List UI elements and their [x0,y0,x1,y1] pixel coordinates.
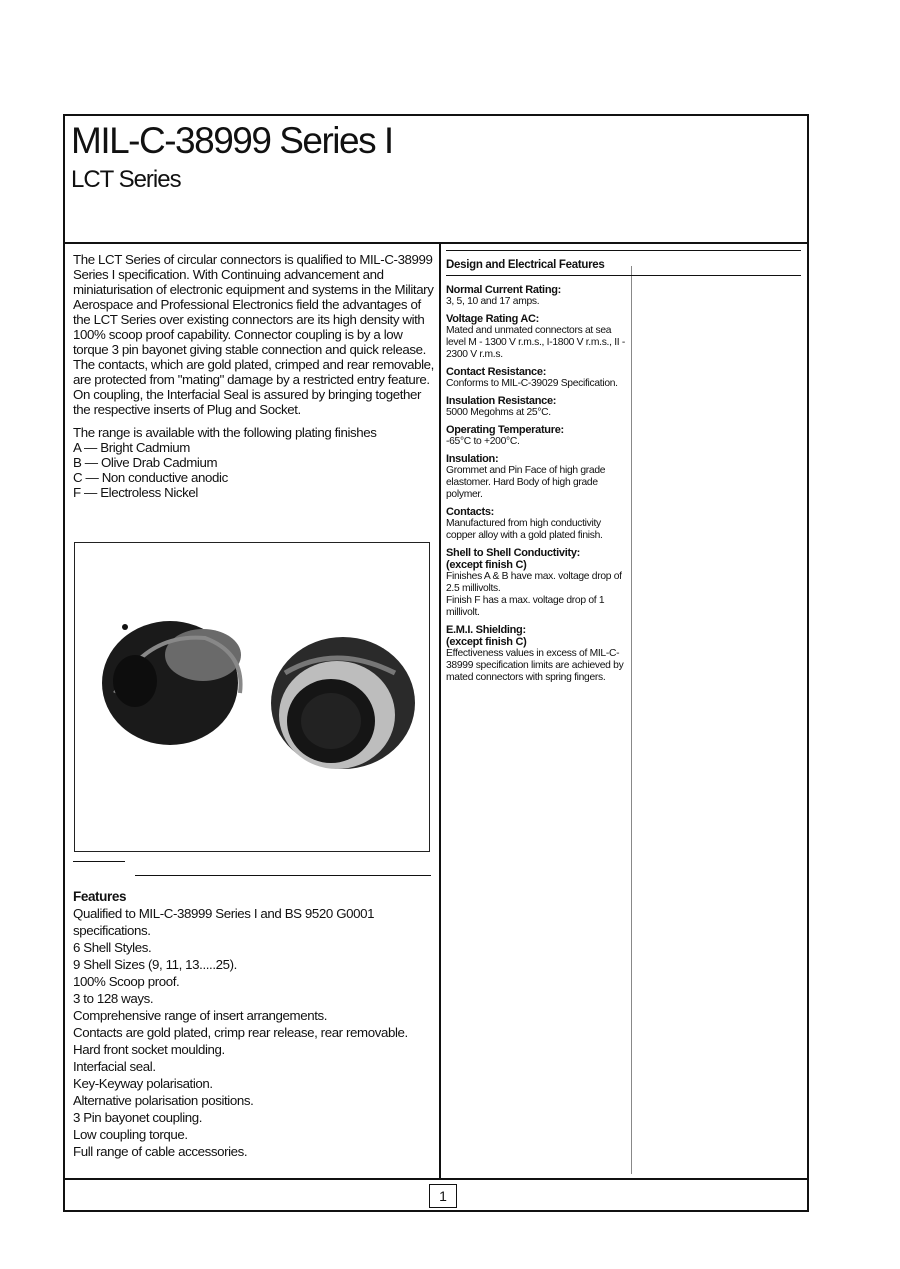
spec-value: Mated and unmated connectors at sea level M - 1300 V r.m.s., I-1800 V r.m.s., II - 2300 V r.m.s. [446,325,626,360]
features-list [73,905,435,1160]
finishes-intro: The range is available with the following plating finishes [73,425,377,440]
connector-photo [74,542,430,852]
spec-value: Finish F has a max. voltage drop of 1 millivolt. [446,595,605,618]
spec-label: Insulation: [446,453,499,465]
footer-rule [65,1178,807,1180]
spec-emi-shielding [446,624,626,684]
spec-shell-conductivity [446,547,626,619]
spec-label: Shell to Shell Conductivity: [446,547,580,559]
feature-item: 9 Shell Sizes (9, 11, 13.....25). [73,957,237,972]
spec-label: E.M.I. Shielding: [446,624,526,636]
feature-item: Hard front socket moulding. [73,1042,225,1057]
intro-paragraph: The LCT Series of circular connectors is qualified to MIL-C-38999 Series I specification. With Continuing advancement and miniaturisation of electronic equipment and systems in the Military Aerospace and Professional Electronics field the advantages of the LCT Series over existing connectors are its high density with 100% scoop proof capability. Connector coupling is by a low torque 3 pin bayonet giving stable connection and quick release. The contacts, which are gold plated, crimped and rear removable, are protected from "mating" damage by a restricted entry feature. On coupling, the Interfacial Seal is assured by bringing together the respective inserts of Plug and Socket. [73,252,434,417]
feature-item: Comprehensive range of insert arrangements. [73,1008,328,1023]
spec-operating-temperature [446,424,626,448]
feature-item: Alternative polarisation positions. [73,1093,254,1108]
spec-voltage-rating [446,313,626,361]
spec-label: Contact Resistance: [446,366,547,378]
spec-contacts [446,506,626,542]
spec-insulation [446,453,626,501]
feature-item: Full range of cable accessories. [73,1144,248,1159]
right-connector-insert [301,693,361,749]
spec-value: -65°C to +200°C. [446,436,520,447]
spec-current-rating [446,284,626,308]
spec-label: Operating Temperature: [446,424,564,436]
left-connector-shadow [113,655,157,707]
page-subtitle: LCT Series [71,166,181,193]
spec-value: Effectiveness values in excess of MIL-C-38999 specification limits are achieved by mated connectors with spring fingers. [446,648,624,683]
design-top-rule [446,250,801,251]
feature-item: Interfacial seal. [73,1059,156,1074]
feature-item: Key-Keyway polarisation. [73,1076,213,1091]
right-column-guide [631,266,632,1174]
page-title: MIL-C-38999 Series I [71,120,393,161]
spec-label: Contacts: [446,506,495,518]
finish-item: B — Olive Drab Cadmium [73,455,218,470]
page-number: 1 [429,1184,457,1208]
finish-item: F — Electroless Nickel [73,485,198,500]
spec-sublabel: (except finish C) [446,559,527,571]
features-heading: Features [73,889,127,904]
finishes-list [73,440,435,500]
spec-insulation-resistance [446,395,626,419]
finish-item: A — Bright Cadmium [73,440,190,455]
connector-photo-illustration [75,543,429,851]
features-section [73,861,435,1160]
finish-item: C — Non conductive anodic [73,470,228,485]
spec-value: 5000 Megohms at 25°C. [446,407,551,418]
feature-item: 3 to 128 ways. [73,991,154,1006]
feature-item: 100% Scoop proof. [73,974,180,989]
feature-item: 3 Pin bayonet coupling. [73,1110,203,1125]
intro-section [73,252,435,500]
spec-label: Voltage Rating AC: [446,313,539,325]
page-frame [63,114,809,1212]
features-long-rule [135,875,431,876]
spec-value: Finishes A & B have max. voltage drop of 2.5 millivolts. [446,571,622,594]
spec-sublabel: (except finish C) [446,636,527,648]
feature-item: Low coupling torque. [73,1127,188,1142]
spec-value: Manufactured from high conductivity copper alloy with a gold plated finish. [446,518,603,541]
feature-item: 6 Shell Styles. [73,940,152,955]
features-short-rule [73,861,125,862]
feature-item: Contacts are gold plated, crimp rear release, rear removable. [73,1025,408,1040]
page-header [65,116,807,244]
design-heading: Design and Electrical Features [446,259,605,271]
spec-value: Grommet and Pin Face of high grade elastomer. Hard Body of high grade polymer. [446,465,606,500]
spec-contact-resistance [446,366,626,390]
feature-item: Qualified to MIL-C-38999 Series I and BS 9520 G0001 specifications. [73,906,375,938]
spec-label: Normal Current Rating: [446,284,562,296]
spec-value: Conforms to MIL-C-39029 Specification. [446,378,618,389]
design-section [446,250,626,689]
column-divider [439,243,441,1178]
spec-value: 3, 5, 10 and 17 amps. [446,296,540,307]
left-connector-pin [122,624,128,630]
design-heading-rule [446,275,801,276]
spec-label: Insulation Resistance: [446,395,557,407]
